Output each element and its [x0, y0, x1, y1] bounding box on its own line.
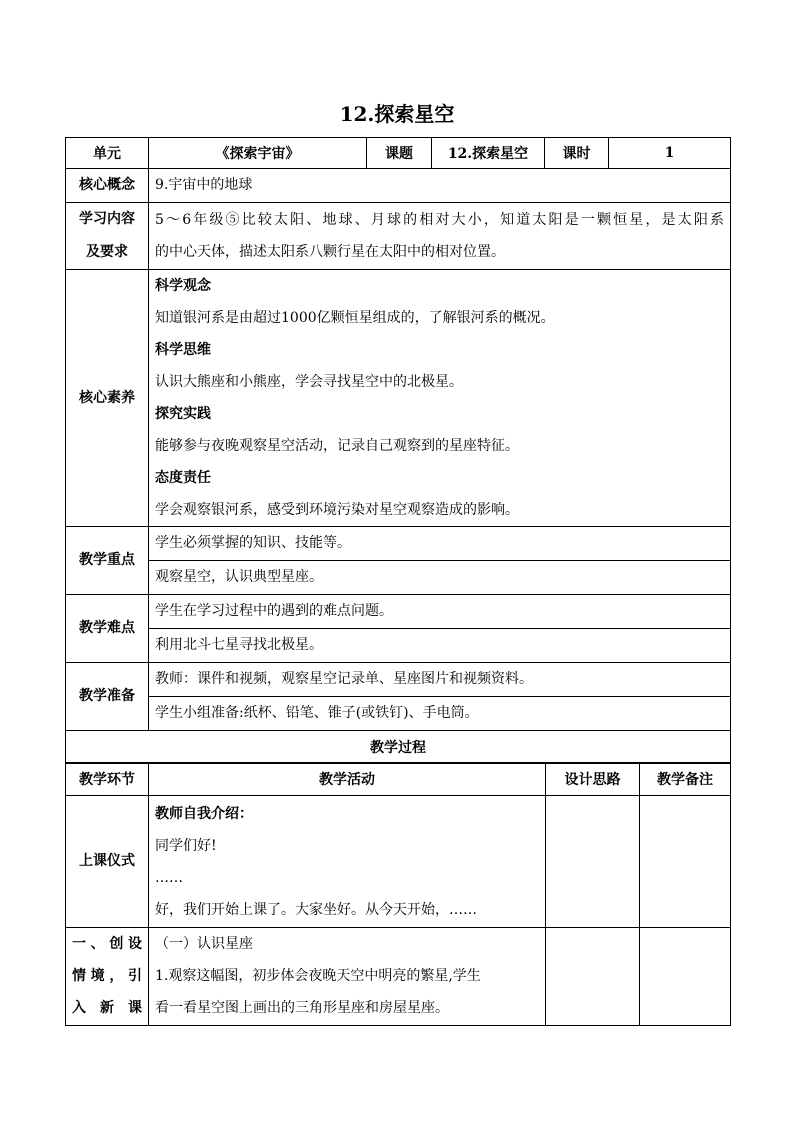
- section1-line-1: （一）认识星座: [155, 936, 253, 952]
- content-req-line1: 5～6年级⑤比较太阳、地球、月球的相对大小，知道太阳是一颗恒星，是太阳系: [155, 212, 724, 228]
- section1-content: [149, 928, 546, 1026]
- col-notes: 教学备注: [640, 763, 731, 796]
- lesson-value: 12.探索星空: [432, 138, 545, 169]
- section1-label-line-2: 情境，引: [72, 968, 142, 984]
- preparation-row-2: [66, 697, 731, 731]
- key-points-row-1: [66, 527, 731, 561]
- preparation-line1: 教师：课件和视频，观察星空记录单、星座图片和视频资料。: [149, 663, 731, 697]
- key-points-line1: 学生必须掌握的知识、技能等。: [149, 527, 731, 561]
- process-grid: [65, 763, 730, 1026]
- opening-label: 上课仪式: [66, 796, 149, 928]
- key-points-row-2: [66, 561, 731, 595]
- difficulties-line2: 利用北斗七星寻找北极星。: [149, 629, 731, 663]
- opening-line-4: 好，我们开始上课了。大家坐好。从今天开始，……: [155, 902, 477, 918]
- content-req-text: [149, 203, 731, 270]
- content-req-row: [66, 203, 731, 270]
- unit-value: 《探索宇宙》: [149, 138, 367, 169]
- opening-line-2: 同学们好!: [155, 838, 217, 854]
- section1-label: [66, 928, 149, 1026]
- hours-value: 1: [609, 138, 731, 169]
- process-heading: 教学过程: [66, 731, 731, 764]
- content-req-label-line1: 学习内容: [79, 211, 135, 227]
- preparation-row-1: [66, 663, 731, 697]
- literacy-heading-concept: 科学观念: [155, 278, 211, 294]
- col-activity: 教学活动: [149, 763, 546, 796]
- opening-line-1: 教师自我介绍：: [155, 806, 253, 822]
- content-req-label: [66, 203, 149, 270]
- col-stage: 教学环节: [66, 763, 149, 796]
- opening-row: [66, 796, 731, 928]
- header-row: [66, 138, 731, 169]
- core-concept-value: 9.宇宙中的地球: [149, 169, 731, 203]
- core-concept-row: [66, 169, 731, 203]
- literacy-label: 核心素养: [66, 270, 149, 527]
- section1-row: [66, 928, 731, 1026]
- literacy-heading-attitude: 态度责任: [155, 470, 211, 486]
- section1-notes-cell: [640, 928, 731, 1026]
- hours-label: 课时: [545, 138, 609, 169]
- section1-line-2: 1.观察这幅图，初步体会夜晚天空中明亮的繁星,学生: [155, 968, 481, 984]
- literacy-content: [149, 270, 731, 527]
- literacy-text-concept: 知道银河系是由超过1000亿颗恒星组成的，了解银河系的概况。: [155, 310, 555, 326]
- difficulties-label: 教学难点: [66, 595, 149, 663]
- col-design: 设计思路: [546, 763, 640, 796]
- page-title: 12.探索星空: [339, 102, 455, 126]
- literacy-text-attitude: 学会观察银河系，感受到环境污染对星空观察造成的影响。: [155, 502, 519, 518]
- section1-line-3: 看一看星空图上画出的三角形星座和房屋星座。: [155, 1000, 449, 1016]
- opening-design-cell: [546, 796, 640, 928]
- literacy-heading-thinking: 科学思维: [155, 342, 211, 358]
- content-req-line2: 的中心天体，描述太阳系八颗行星在太阳中的相对位置。: [155, 244, 505, 260]
- literacy-text-thinking: 认识大熊座和小熊座，学会寻找星空中的北极星。: [155, 374, 463, 390]
- opening-content: [149, 796, 546, 928]
- preparation-label: 教学准备: [66, 663, 149, 731]
- literacy-row: [66, 270, 731, 527]
- core-concept-label: 核心概念: [66, 169, 149, 203]
- opening-line-3: ……: [155, 870, 183, 886]
- key-points-line2: 观察星空，认识典型星座。: [149, 561, 731, 595]
- lesson-label: 课题: [367, 138, 432, 169]
- difficulties-row-2: [66, 629, 731, 663]
- literacy-heading-practice: 探究实践: [155, 406, 211, 422]
- section1-design-cell: [546, 928, 640, 1026]
- section1-label-line-3: 入 新 课: [72, 1000, 142, 1016]
- difficulties-row-1: [66, 595, 731, 629]
- difficulties-line1: 学生在学习过程中的遇到的难点问题。: [149, 595, 731, 629]
- opening-notes-cell: [640, 796, 731, 928]
- unit-label: 单元: [66, 138, 149, 169]
- lesson-plan-table: [65, 137, 731, 764]
- section1-label-line-1: 一、创设: [72, 936, 142, 952]
- process-heading-row: [66, 731, 731, 764]
- process-columns-row: [66, 763, 731, 796]
- literacy-text-practice: 能够参与夜晚观察星空活动，记录自己观察到的星座特征。: [155, 438, 519, 454]
- key-points-label: 教学重点: [66, 527, 149, 595]
- process-table: [65, 762, 731, 1026]
- content-req-label-line2: 及要求: [86, 244, 128, 260]
- preparation-line2: 学生小组准备:纸杯、铅笔、锥子(或铁钉)、手电筒。: [149, 697, 731, 731]
